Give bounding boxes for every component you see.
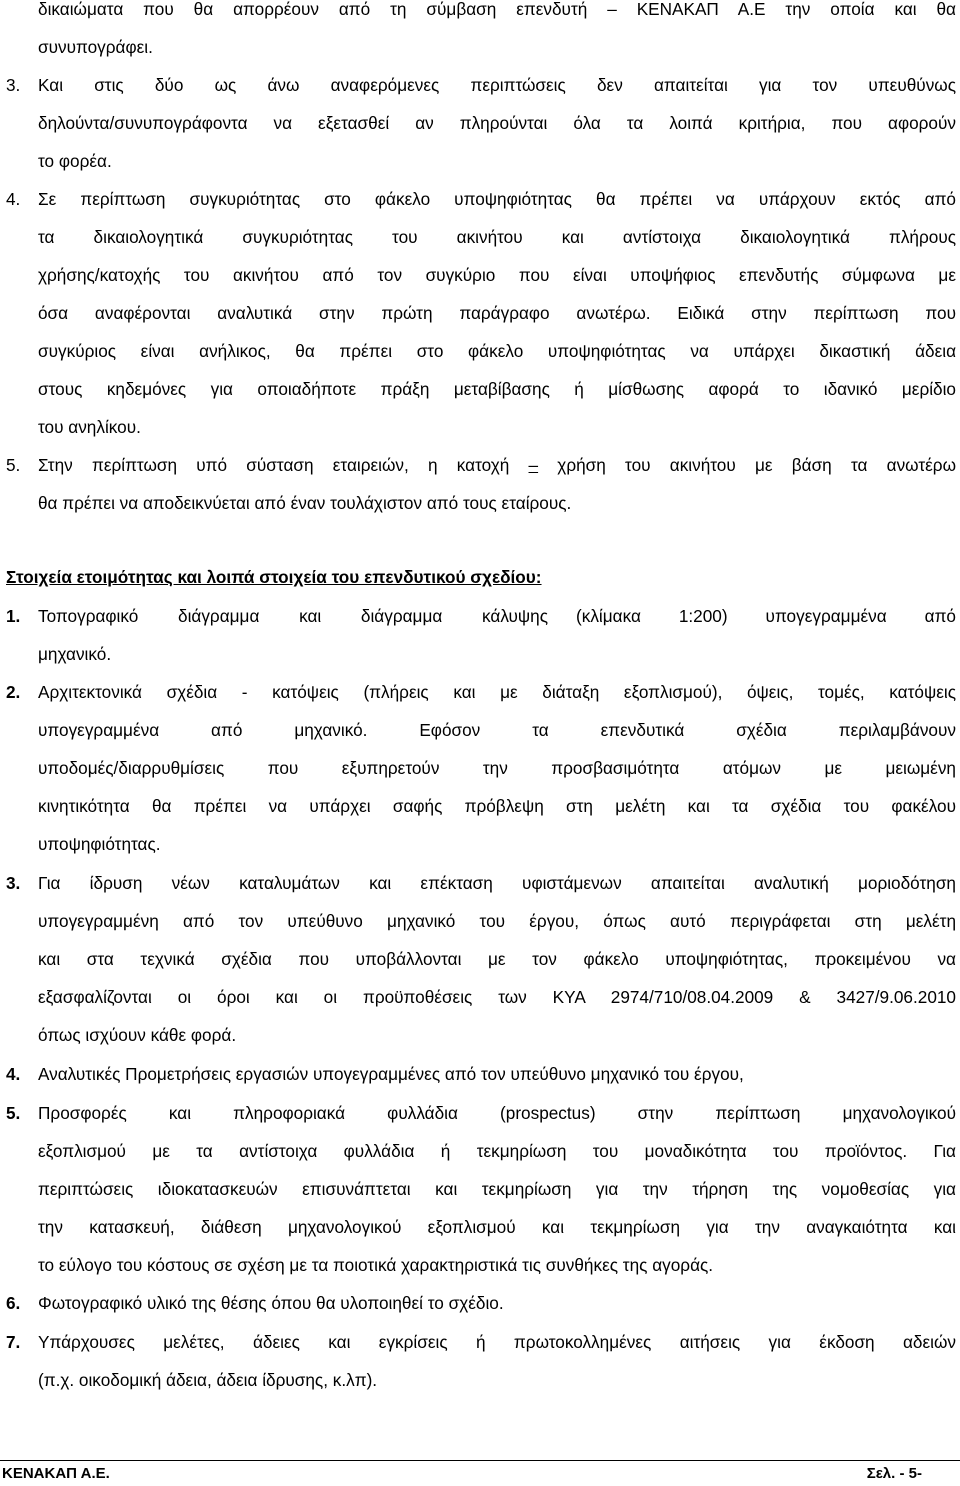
list-item-2-line-1: Αρχιτεκτονικά σχέδια - κατόψεις (πλήρεις και με διάταξη εξοπλισμού), όψεις, τομές, κατόψεις: [38, 682, 956, 702]
list-item-5-line-4: την κατασκευή, διάθεση μηχανολογικού εξοπλισμού και τεκμηρίωση για την αναγκαιότητα και: [38, 1217, 956, 1237]
item-5-number: 5.: [6, 455, 21, 475]
item-3-line-3: το φορέα.: [38, 151, 112, 171]
section-title: Στοιχεία ετοιμότητας και λοιπά στοιχεία του επενδυτικού σχεδίου:: [6, 567, 542, 587]
list-item-3-line-3: και στα τεχνικά σχέδια που υποβάλλονται με τον φάκελο υποψηφιότητας, προκειμένου να: [38, 949, 956, 969]
list-item-2-line-4: κινητικότητα θα πρέπει να υπάρχει σαφής πρόβλεψη στη μελέτη και τα σχέδια του φακέλου: [38, 796, 956, 816]
list-item-1-text-a: Τοπογραφικό διάγραμμα και διάγραμμα κάλυψης: [38, 606, 548, 626]
list-item-5-line-3: περιπτώσεις ιδιοκατασκευών επισυνάπτεται και τεκμηρίωση για την τήρηση της νομοθεσίας για: [38, 1179, 956, 1199]
list-item-6-number: 6.: [6, 1293, 21, 1313]
list-item-2-line-3: υποδομές/διαρρυθμίσεις που εξυπηρετούν την προσβασιμότητα ατόμων με μειωμένη: [38, 758, 956, 778]
item-4-line-7: του ανηλίκου.: [38, 417, 141, 437]
list-item-5-number: 5.: [6, 1103, 21, 1123]
list-item-2-line-5: υποψηφιότητας.: [38, 834, 161, 854]
intro-line-1: δικαιώματα που θα απορρέουν από τη σύμβαση επενδυτή – ΚΕΝΑΚΑΠ Α.Ε την οποία και θα: [38, 0, 956, 19]
footer-divider: [0, 1460, 960, 1461]
item-5-line-1-after: χρήση του ακινήτου με βάση τα ανωτέρω: [538, 455, 956, 475]
list-item-7-line-2: (π.χ. οικοδομική άδεια, άδεια ίδρυσης, κ.λπ).: [38, 1370, 378, 1390]
footer-company: ΚΕΝΑΚΑΠ Α.Ε.: [2, 1465, 110, 1482]
list-item-4-line-1: Αναλυτικές Προμετρήσεις εργασιών υπογεγραμμένες από τον υπεύθυνο μηχανικό του έργου,: [38, 1064, 744, 1084]
list-item-3-number: 3.: [6, 873, 21, 893]
list-item-1-number: 1.: [6, 606, 21, 626]
item-5-line-2: θα πρέπει να αποδεικνύεται από έναν τουλάχιστον από τους εταίρους.: [38, 493, 572, 513]
item-5-line-1: [38, 452, 956, 478]
item-3-number: 3.: [6, 75, 21, 95]
item-5-line-1-before: Στην περίπτωση υπό σύσταση εταιρειών, η κατοχή: [38, 455, 529, 475]
list-item-5-line-1: Προσφορές και πληροφοριακά φυλλάδια (prospectus) στην περίπτωση μηχανολογικού: [38, 1103, 956, 1123]
list-item-7-number: 7.: [6, 1332, 21, 1352]
list-item-3-line-5: όπως ισχύουν κάθε φορά.: [38, 1025, 237, 1045]
footer-page-number: Σελ. - 5-: [866, 1465, 922, 1482]
intro-line-2: συνυπογράφει.: [38, 37, 153, 57]
list-item-4-number: 4.: [6, 1064, 21, 1084]
item-4-line-3: χρήσης/κατοχής του ακινήτου από τον συγκύριο που είναι υποψήφιος επενδυτής σύμφωνα με: [38, 265, 956, 285]
item-3-line-1: Και στις δύο ως άνω αναφερόμενες περιπτώσεις δεν απαιτείται για τον υπευθύνως: [38, 75, 956, 95]
item-3-line-2: δηλούντα/συνυπογράφοντα να εξετασθεί αν πληρούνται όλα τα λοιπά κριτήρια, που αφορούν: [38, 113, 956, 133]
list-item-3-line-1: Για ίδρυση νέων καταλυμάτων και επέκταση υφιστάμενων απαιτείται αναλυτική μοριοδότηση: [38, 873, 956, 893]
item-4-line-5: συγκύριος είναι ανήλικος, θα πρέπει στο φάκελο υποψηφιότητας να υπάρχει δικαστική άδεια: [38, 341, 956, 361]
list-item-3-line-2: υπογεγραμμένη από τον υπεύθυνο μηχανικό του έργου, όπως αυτό περιγράφεται στη μελέτη: [38, 911, 956, 931]
list-item-1-line-2: μηχανικό.: [38, 644, 112, 664]
list-item-2-line-2: υπογεγραμμένα από μηχανικό. Εφόσον τα επενδυτικά σχέδια περιλαμβάνουν: [38, 720, 956, 740]
list-item-3-line-4: εξασφαλίζονται οι όροι και οι προϋποθέσεις των ΚΥΑ 2974/710/08.04.2009 & 3427/9.06.2010: [38, 987, 956, 1007]
item-4-line-2: τα δικαιολογητικά συγκυριότητας του ακινήτου και αντίστοιχα δικαιολογητικά πλήρους: [38, 227, 956, 247]
list-item-5-line-5: το εύλογο του κόστους σε σχέση με τα ποιοτικά χαρακτηριστικά τις συνθήκες της αγοράς.: [38, 1255, 714, 1275]
list-item-5-line-2: εξοπλισμού με τα αντίστοιχα φυλλάδια ή τεκμηρίωση του μοναδικότητα του προϊόντος. Για: [38, 1141, 956, 1161]
item-4-line-1: Σε περίπτωση συγκυριότητας στο φάκελο υποψηφιότητας θα πρέπει να υπάρχουν εκτός από: [38, 189, 956, 209]
item-4-line-4: όσα αναφέρονται αναλυτικά στην πρώτη παράγραφο ανωτέρω. Ειδικά στην περίπτωση που: [38, 303, 956, 323]
list-item-1-text-b: (κλίμακα 1:200) υπογεγραμμένα από: [576, 606, 956, 626]
list-item-7-line-1: Υπάρχουσες μελέτες, άδειες και εγκρίσεις ή πρωτοκολλημένες αιτήσεις για έκδοση αδειών: [38, 1332, 956, 1352]
list-item-1-line-1: [38, 603, 956, 629]
item-4-number: 4.: [6, 189, 21, 209]
list-item-2-number: 2.: [6, 682, 21, 702]
item-5-dash: –: [528, 455, 539, 475]
list-item-6-line-1: Φωτογραφικό υλικό της θέσης όπου θα υλοποιηθεί το σχέδιο.: [38, 1293, 504, 1313]
item-4-line-6: στους κηδεμόνες για οποιαδήποτε πράξη μεταβίβασης ή μίσθωσης αφορά το ιδανικό μερίδιο: [38, 379, 956, 399]
